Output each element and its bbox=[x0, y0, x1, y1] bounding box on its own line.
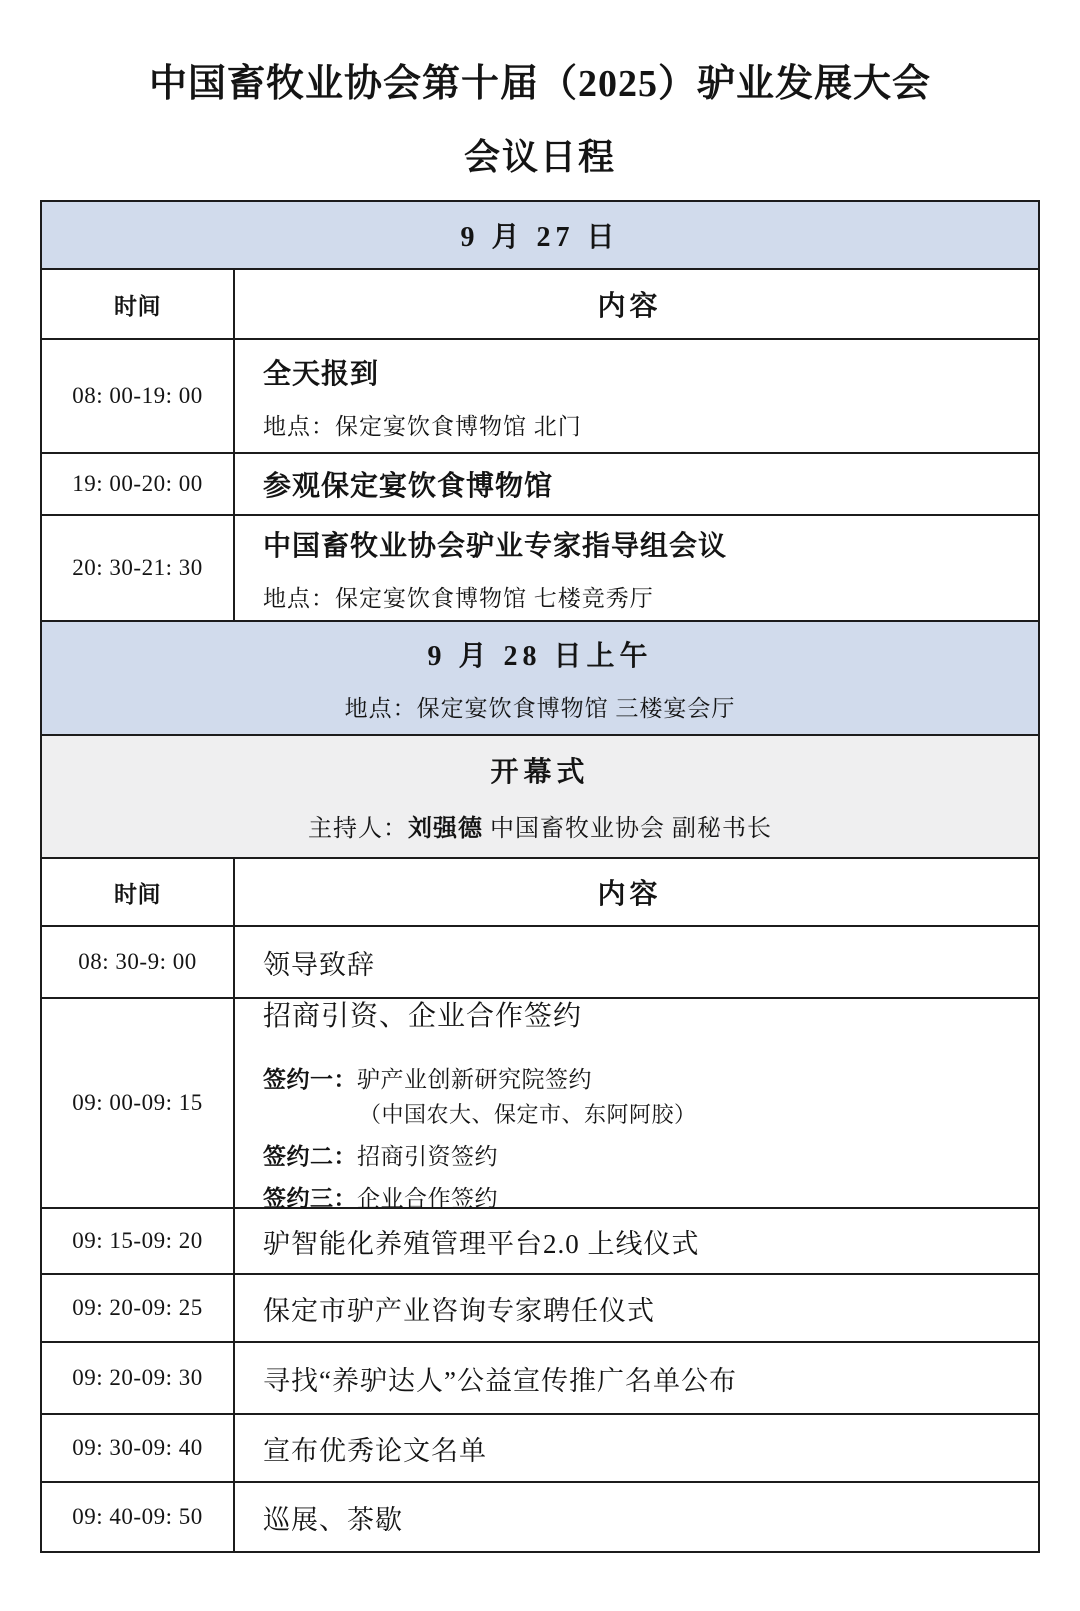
day2-time-column-header: 时间 bbox=[42, 859, 235, 925]
conference-schedule-document bbox=[0, 52, 1080, 1553]
day2-content-column-header: 内容 bbox=[597, 879, 662, 910]
event-title: 寻找“养驴达人”公益宣传推广名单公布 bbox=[263, 1365, 737, 1396]
session-host-line bbox=[308, 808, 772, 843]
day2-location: 地点：保定宴饮食博物馆 三楼宴会厅 bbox=[344, 695, 736, 721]
host-organization: 中国畜牧业协会 副秘书长 bbox=[483, 816, 772, 842]
event-location: 地点：保定宴饮食博物馆 北门 bbox=[263, 413, 582, 439]
event-time: 09: 20-09: 30 bbox=[42, 1343, 235, 1413]
table-row bbox=[42, 1481, 1038, 1551]
event-time: 19: 00-20: 00 bbox=[42, 454, 235, 514]
day1-header-row bbox=[42, 268, 1038, 338]
event-time: 08: 30-9: 00 bbox=[42, 927, 235, 997]
signing-item-3-text: 企业合作签约 bbox=[357, 1185, 498, 1211]
host-name: 刘强德 bbox=[408, 816, 483, 842]
day2-header-row bbox=[42, 857, 1038, 925]
table-row bbox=[42, 1341, 1038, 1413]
document-title: 中国畜牧业协会第十届（2025）驴业发展大会 bbox=[148, 63, 931, 105]
schedule-table bbox=[40, 200, 1040, 1553]
event-title: 全天报到 bbox=[263, 358, 380, 390]
event-content bbox=[235, 999, 1038, 1211]
event-content bbox=[235, 1483, 1038, 1551]
event-title: 驴智能化养殖管理平台2.0 上线仪式 bbox=[263, 1228, 700, 1259]
table-row bbox=[42, 514, 1038, 620]
signing-item-1-text: 驴产业创新研究院签约 bbox=[357, 1066, 592, 1092]
day2-date: 9 月 28 日上午 bbox=[427, 640, 653, 672]
table-row bbox=[42, 1413, 1038, 1481]
event-content bbox=[235, 516, 1038, 620]
event-title: 巡展、茶歇 bbox=[263, 1504, 403, 1535]
signing-item-1-label: 签约一： bbox=[263, 1066, 357, 1092]
event-location: 地点：保定宴饮食博物馆 七楼竞秀厅 bbox=[263, 585, 654, 611]
event-time: 09: 20-09: 25 bbox=[42, 1275, 235, 1341]
event-title: 参观保定宴饮食博物馆 bbox=[263, 471, 554, 502]
event-title: 中国畜牧业协会驴业专家指导组会议 bbox=[263, 530, 728, 562]
day1-date-band bbox=[42, 202, 1038, 268]
event-content bbox=[235, 454, 1038, 514]
event-content bbox=[235, 1275, 1038, 1341]
event-title: 宣布优秀论文名单 bbox=[263, 1435, 487, 1466]
opening-ceremony-band bbox=[42, 734, 1038, 857]
table-row bbox=[42, 997, 1038, 1211]
event-time: 09: 40-09: 50 bbox=[42, 1483, 235, 1551]
day2-date-band bbox=[42, 620, 1038, 734]
table-row bbox=[42, 338, 1038, 452]
day1-time-column-header: 时间 bbox=[42, 270, 235, 338]
signing-item-2-label: 签约二： bbox=[263, 1143, 357, 1169]
event-content bbox=[235, 340, 1038, 452]
table-row bbox=[42, 925, 1038, 997]
event-content bbox=[235, 1209, 1038, 1273]
event-content bbox=[235, 1343, 1038, 1413]
document-subtitle: 会议日程 bbox=[463, 137, 616, 177]
signing-item-1 bbox=[263, 1061, 1024, 1094]
table-row bbox=[42, 1273, 1038, 1341]
event-time: 20: 30-21: 30 bbox=[42, 516, 235, 620]
event-content bbox=[235, 927, 1038, 997]
day1-content-column-header: 内容 bbox=[597, 291, 662, 322]
table-row bbox=[42, 452, 1038, 514]
day1-date: 9 月 27 日 bbox=[460, 222, 620, 253]
event-time: 09: 30-09: 40 bbox=[42, 1415, 235, 1481]
event-title: 保定市驴产业咨询专家聘任仪式 bbox=[263, 1295, 655, 1326]
event-time: 09: 00-09: 15 bbox=[42, 999, 235, 1207]
session-title: 开幕式 bbox=[490, 757, 590, 788]
signing-item-3 bbox=[263, 1180, 1024, 1213]
host-label: 主持人： bbox=[308, 816, 408, 842]
signing-item-2-text: 招商引资签约 bbox=[357, 1143, 498, 1169]
signing-item-2 bbox=[263, 1138, 1024, 1171]
event-time: 08: 00-19: 00 bbox=[42, 340, 235, 452]
event-content bbox=[235, 1415, 1038, 1481]
signing-item-1-note: （中国农大、保定市、东阿阿胶） bbox=[359, 1101, 697, 1127]
event-time: 09: 15-09: 20 bbox=[42, 1209, 235, 1273]
event-title: 领导致辞 bbox=[263, 949, 375, 980]
event-title: 招商引资、企业合作签约 bbox=[263, 1000, 583, 1032]
signing-item-3-label: 签约三： bbox=[263, 1185, 357, 1211]
table-row bbox=[42, 1207, 1038, 1273]
